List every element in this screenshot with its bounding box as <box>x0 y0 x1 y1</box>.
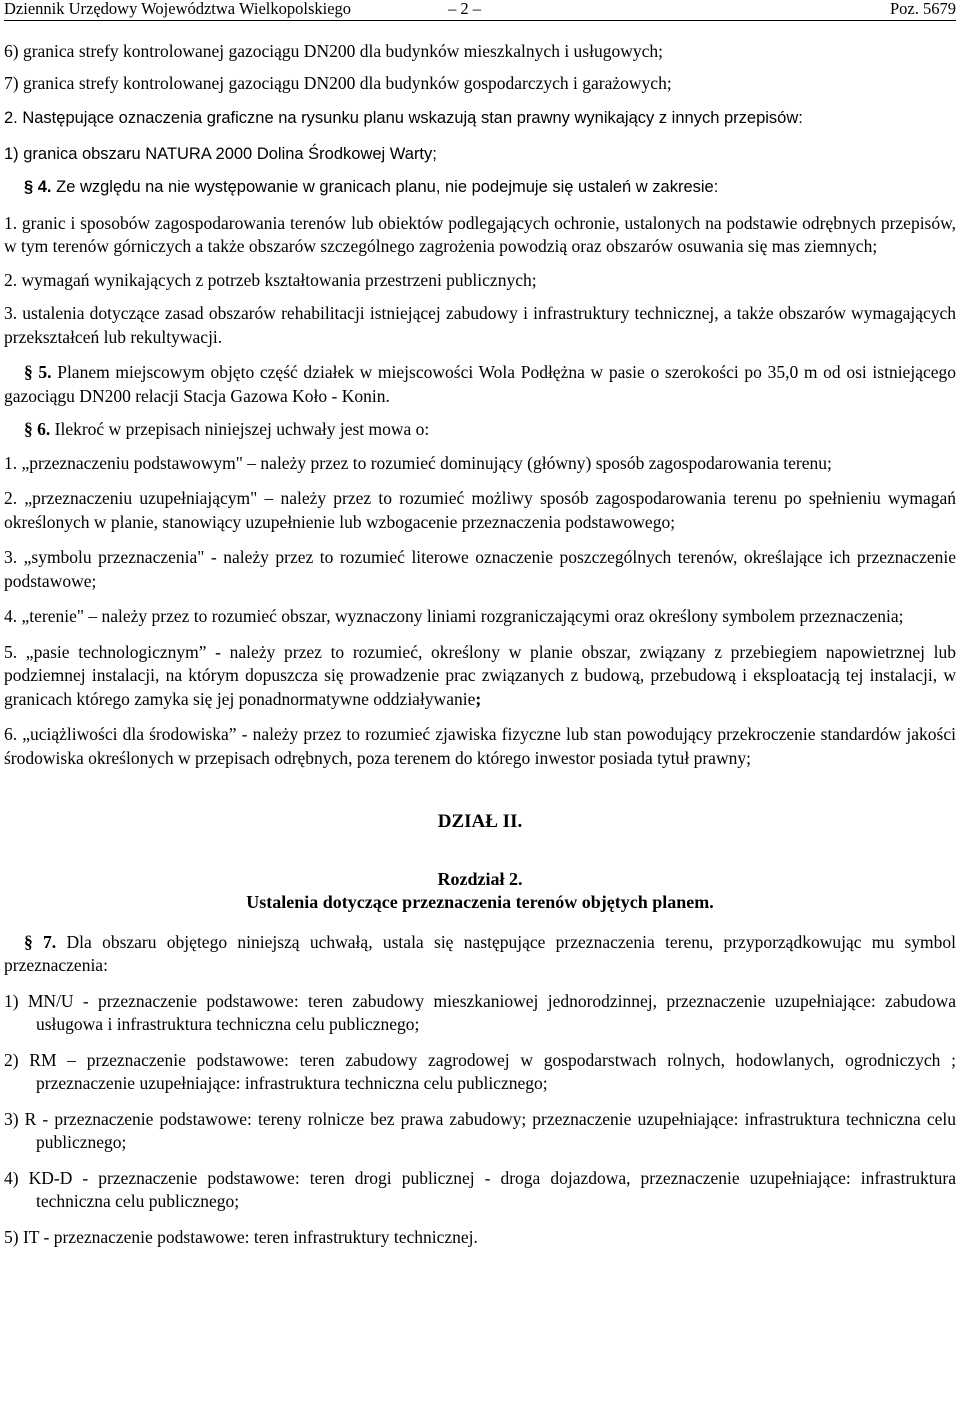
paragraph-6-mark: § 6. <box>24 419 51 439</box>
zone-item-rm: 2) RM – przeznaczenie podstawowe: teren zabudowy zagrodowej w gospodarstwach rolnych, hodowlanych, ogrodniczych ; przeznaczenie uzupełniające: infrastruktura techniczna celu publicznego; <box>4 1049 956 1093</box>
list-item-7: 7) granica strefy kontrolowanej gazociągu DN200 dla budynków gospodarczych i garażowych; <box>4 72 672 93</box>
paragraph-6-text: Ilekroć w przepisach niniejszej uchwały jest mowa o: <box>50 419 430 439</box>
definition-5-text: 5. „pasie technologicznym” - należy przez to rozumieć, określony w planie obszar, związany z przebiegiem napowietrznej lub podziemnej instalacji, na którym dopuszcza się prowadzenie prac związanych z budową, przebudową i eksploatacją tej instalacji, w granicach którego zamyka się jej ponadnormatywne oddziaływanie <box>4 641 956 709</box>
list-item-6: 6) granica strefy kontrolowanej gazociągu DN200 dla budynków mieszkalnych i usługowych; <box>4 41 663 61</box>
paragraph-7-mark: § 7. <box>24 931 57 952</box>
section-2: 2. Następujące oznaczenia graficzne na rysunku planu wskazują stan prawny wynikający z innych przepisów: <box>4 109 803 127</box>
definition-6: 6. „uciążliwości dla środowiska” - należy przez to rozumieć zjawiska fizyczne lub stan powodujący przekroczenie standardów jakości środowiska określonych w przepisach odrębnych, poza terenem do którego inwestor posiada tytuł prawny; <box>4 724 956 768</box>
position-number: Poz. 5679 <box>890 0 956 18</box>
page-header <box>4 0 956 20</box>
definition-5-end: ; <box>475 688 482 709</box>
division-heading: DZIAŁ II. <box>437 811 523 832</box>
paragraph-7 <box>4 931 956 978</box>
chapter-heading: Rozdział 2. <box>437 868 523 889</box>
paragraph-4-item-3: 3. ustalenia dotyczące zasad obszarów rehabilitacji istniejącej zabudowy i infrastruktury technicznej, a także obszarów wymagających przekształceń lub rekultywacji. <box>4 303 956 347</box>
journal-title: Dziennik Urzędowy Województwa Wielkopolskiego <box>4 0 352 18</box>
section-2-item-1: 1) granica obszaru NATURA 2000 Dolina Środkowej Warty; <box>4 144 437 163</box>
document-body <box>4 40 956 1249</box>
paragraph-5-text: Planem miejscowym objęto część działek w miejscowości Wola Podłężna w pasie o szerokości po 35,0 m od osi istniejącego gazociągu DN200 relacji Stacja Gazowa Koło - Konin. <box>4 362 956 406</box>
zone-item-it: 5) IT - przeznaczenie podstawowe: teren infrastruktury technicznej. <box>4 1226 478 1247</box>
paragraph-4-item-2: 2. wymagań wynikających z potrzeb kształtowania przestrzeni publicznych; <box>4 269 537 290</box>
paragraph-7-text: Dla obszaru objętego niniejszą uchwałą, ustala się następujące przeznaczenia terenu, przyporządkowując mu symbol przeznaczenia: <box>4 931 956 975</box>
page-number: – 2 – <box>448 0 481 18</box>
zone-item-kd-d: 4) KD-D - przeznaczenie podstawowe: teren drogi publicznej - droga dojazdowa, przeznaczenie uzupełniające: infrastruktura techniczna celu publicznego; <box>4 1167 956 1211</box>
paragraph-4 <box>4 176 956 200</box>
paragraph-6 <box>4 418 956 442</box>
definition-5 <box>4 641 956 712</box>
definition-3: 3. „symbolu przeznaczenia" - należy przez to rozumieć literowe oznaczenie poszczególnych terenów, określające ich przeznaczenie podstawowe; <box>4 547 956 591</box>
definition-1: 1. „przeznaczeniu podstawowym" – należy przez to rozumieć dominujący (główny) sposób zagospodarowania terenu; <box>4 452 832 473</box>
paragraph-4-item-1: 1. granic i sposobów zagospodarowania terenów lub obiektów podlegających ochronie, ustalonych na podstawie odrębnych przepisów, w tym terenów górniczych a także obszarów szczególnego zagrożenia powodzią oraz obszarów osuwania się mas ziemnych; <box>4 212 956 256</box>
chapter-title: Ustalenia dotyczące przeznaczenia terenów objętych planem. <box>246 892 714 912</box>
paragraph-5-mark: § 5. <box>24 362 52 382</box>
paragraph-4-text: Ze względu na nie występowanie w granicach planu, nie podejmuje się ustaleń w zakresie: <box>51 178 719 196</box>
header-rule <box>4 20 956 21</box>
paragraph-5 <box>4 361 956 408</box>
definition-4: 4. „terenie" – należy przez to rozumieć obszar, wyznaczony liniami rozgraniczającymi oraz określony symbolem przeznaczenia; <box>4 606 904 626</box>
paragraph-4-mark: § 4. <box>24 178 52 196</box>
zone-item-mn-u: 1) MN/U - przeznaczenie podstawowe: teren zabudowy mieszkaniowej jednorodzinnej, przeznaczenie uzupełniające: zabudowa usługowa i infrastruktura techniczna celu publicznego; <box>4 990 956 1034</box>
zone-item-r: 3) R - przeznaczenie podstawowe: tereny rolnicze bez prawa zabudowy; przeznaczenie uzupełniające: infrastruktura techniczna celu publicznego; <box>4 1108 956 1152</box>
definition-2: 2. „przeznaczeniu uzupełniającym" – należy przez to rozumieć możliwy sposób zagospodarowania terenu po spełnieniu wymagań określonych w planie, stanowiący uzupełnienie lub wzbogacenie przeznaczenia podstawowego; <box>4 488 956 532</box>
